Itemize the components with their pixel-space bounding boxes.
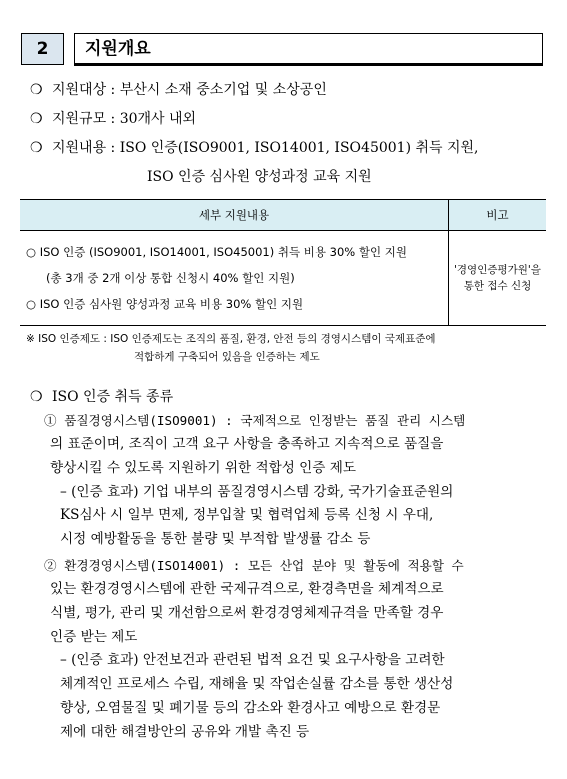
remark-line: '경영인증평가원'을 [454,264,541,276]
overview-content-cont: ISO 인증 심사원 양성과정 교육 지원 [147,169,372,185]
types-heading [30,386,173,406]
support-table [20,199,546,326]
circle-bullet-icon: ❍ [30,140,43,156]
overview-content [30,137,478,157]
remark-cell [449,231,547,326]
detail-line: ○ ISO 인증 심사원 양성과정 교육 비용 30% 할인 지원 [26,297,304,311]
detail-line: ○ ISO 인증 (ISO9001, ISO14001, ISO45001) 취득 비용 30% 할인 지원 [26,245,407,259]
effect-line: – (인증 효과) 안전보건과 관련된 법적 요건 및 요구사항을 고려한 [60,652,445,669]
type-quality-body [50,433,550,552]
type-quality-head [44,410,465,429]
type-environment-body [50,578,550,745]
type-environment-title: 환경경영시스템(ISO14001) : 모든 산업 분야 및 활동에 적용할 수 [64,558,464,573]
overview-scale [30,108,196,128]
overview-content-text: 지원내용 : ISO 인증(ISO9001, ISO14001, ISO45001) 취득 지원, [52,140,479,156]
footnote-line: ※ ISO 인증제도 : ISO 인증제도는 조직의 품질, 환경, 안전 등의 경영시스템이 국제표준에 [26,333,436,345]
effect-line: 향상, 오염물질 및 폐기물 등의 감소와 환경사고 예방으로 환경문 [60,699,441,716]
number-two-icon: ② [44,558,57,573]
overview-scale-text: 지원규모 : 30개사 내외 [52,111,197,127]
detail-cell [20,231,449,326]
body-line: 식별, 평가, 관리 및 개선함으로써 환경경영체제규격을 만족할 경우 [50,604,444,621]
section-title: 지원개요 [74,33,543,66]
body-line: 있는 환경경영시스템에 관한 국제규격으로, 환경측면을 체계적으로 [50,581,444,597]
detail-line: (총 3개 중 2개 이상 통합 신청시 40% 할인 지원) [46,271,295,285]
types-heading-text: ISO 인증 취득 종류 [52,389,174,405]
table-row [20,231,546,326]
overview-target-text: 지원대상 : 부산시 소재 중소기업 및 소상공인 [52,82,327,98]
header-detail: 세부 지원내용 [20,200,449,231]
effect-line: 제에 대한 해결방안의 공유와 개발 촉진 등 [60,723,310,740]
circle-bullet-icon: ❍ [30,111,43,127]
effect-line: – (인증 효과) 기업 내부의 품질경영시스템 강화, 국가기술표준원의 [60,483,454,500]
circle-bullet-icon: ❍ [30,82,43,98]
type-quality-title: 품질경영시스템(ISO9001) : 국제적으로 인정받는 품질 관리 시스템 [64,413,466,428]
number-one-icon: ① [44,413,57,428]
header-remark: 비고 [449,200,547,231]
footnote-line: 적합하게 구축되어 있음을 인증하는 제도 [134,351,320,363]
effect-line: KS심사 시 일부 면제, 정부입찰 및 협력업체 등록 신청 시 우대, [60,507,434,524]
body-line: 향상시킬 수 있도록 지원하기 위한 적합성 인증 제도 [50,459,357,476]
section-number: 2 [21,33,64,65]
circle-bullet-icon: ❍ [30,389,43,405]
section-header [21,33,545,65]
body-line: 인증 받는 제도 [50,628,138,645]
remark-line: 통한 접수 신청 [463,280,532,292]
overview-target [30,79,327,99]
body-line: 의 표준이며, 조직이 고객 요구 사항을 충족하고 지속적으로 품질을 [50,436,444,452]
table-header-row [20,200,546,231]
type-environment-head [44,555,464,574]
effect-line: 체계적인 프로세스 수립, 재해율 및 작업손실률 감소를 통한 생산성 [60,676,454,693]
effect-line: 시정 예방활동을 통한 불량 및 부적합 발생률 감소 등 [60,531,371,548]
